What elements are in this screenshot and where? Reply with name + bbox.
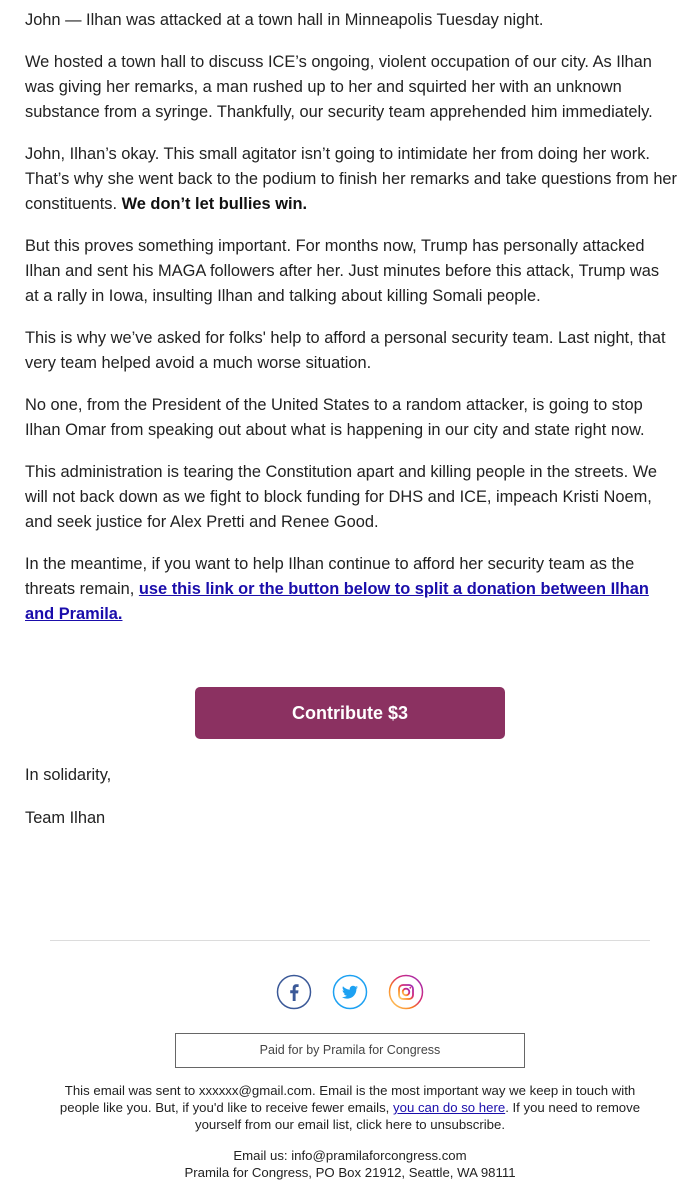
footer-divider — [50, 940, 650, 941]
body-paragraph-3-text: John, Ilhan’s okay. This small agitator isn’t going to intimidate her from doing her work. That’s why she went back to the podium to finish her remarks and take questions from her constituents. — [25, 145, 678, 213]
signature-text: Team Ilhan — [25, 809, 106, 827]
cta-container — [195, 687, 505, 739]
instagram-icon[interactable] — [388, 974, 424, 1010]
bold-statement: We don’t let bullies win. — [121, 195, 308, 213]
body-paragraph-4: But this proves something important. For months now, Trump has personally attacked Ilhan and sent his MAGA followers after her. Just minutes before this attack, Trump was at a rally in Iowa, insulting Ilhan and talking about killing Somali people. — [25, 237, 660, 305]
closing-text: In solidarity, — [25, 766, 112, 784]
body-paragraph-5: This is why we’ve asked for folks' help to afford a personal security team. Last night, that very team helped avoid a much worse situation. — [25, 329, 666, 372]
footer-notice — [50, 1082, 650, 1133]
email-body — [25, 8, 677, 644]
body-paragraph-6: No one, from the President of the United States to a random attacker, is going to stop Ilhan Omar from speaking out about what is happening in our city and state right now. — [25, 396, 645, 439]
contribute-button[interactable]: Contribute $3 — [195, 687, 505, 739]
donation-link[interactable]: use this link or the button below to split a donation between Ilhan and Pramila. — [25, 580, 649, 623]
twitter-icon[interactable] — [332, 974, 368, 1010]
body-paragraph-2: We hosted a town hall to discuss ICE’s ongoing, violent occupation of our city. As Ilhan was giving her remarks, a man rushed up to her and squirted her with an unknown substance from a syringe. Thankfully, our security team apprehended him immediately. — [25, 53, 653, 121]
footer-email: Email us: info@pramilaforcongress.com — [233, 1148, 467, 1163]
body-paragraph-3 — [25, 142, 677, 217]
footer-notice-tail: . If you need to remove yourself from our email list, click here to unsubscribe. — [194, 1100, 641, 1132]
intro-paragraph: John — Ilhan was attacked at a town hall in Minneapolis Tuesday night. — [25, 11, 544, 29]
facebook-icon[interactable] — [276, 974, 312, 1010]
body-paragraph-8-text: In the meantime, if you want to help Ilhan continue to afford her security team as the threats remain, — [25, 555, 635, 598]
fewer-emails-link[interactable]: you can do so here — [393, 1100, 506, 1115]
footer-notice-text: This email was sent to xxxxxx@gmail.com. Email is the most important way we keep in touch with people like you. But, if you'd like to receive fewer emails, — [59, 1083, 636, 1115]
social-links — [0, 974, 700, 1010]
body-paragraph-8 — [25, 552, 677, 627]
paid-for-box: Paid for by Pramila for Congress — [175, 1033, 525, 1068]
body-paragraph-7: This administration is tearing the Constitution apart and killing people in the streets. We will not back down as we fight to block funding for DHS and ICE, impeach Kristi Noem, and seek justice for Alex Pretti and Renee Good. — [25, 463, 657, 531]
footer-address: Pramila for Congress, PO Box 21912, Seattle, WA 98111 — [184, 1165, 516, 1180]
